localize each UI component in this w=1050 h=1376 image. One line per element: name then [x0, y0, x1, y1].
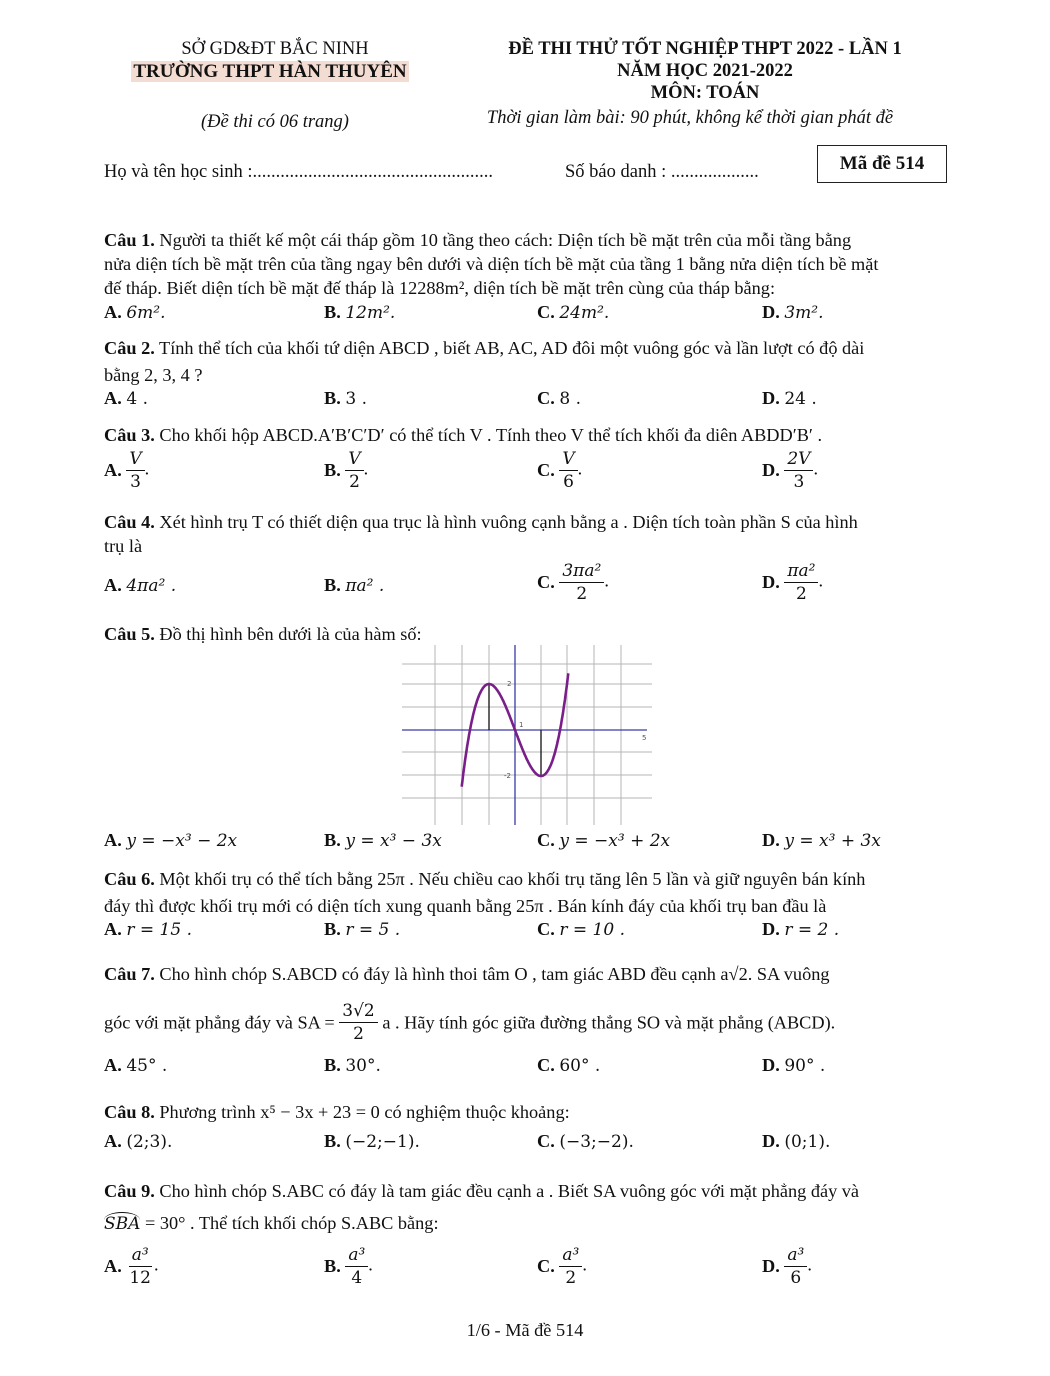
- option-label: B.: [324, 460, 341, 480]
- fraction: [559, 448, 577, 493]
- question-label: Câu 9.: [104, 1181, 155, 1201]
- x-tick-label: 5: [642, 734, 647, 742]
- option-a[interactable]: [104, 302, 166, 323]
- fraction-numerator: a³: [559, 1244, 582, 1267]
- question-label: Câu 2.: [104, 338, 155, 358]
- fraction: [126, 448, 144, 493]
- fraction-denominator: 2: [796, 584, 807, 604]
- option-tail: .: [368, 1254, 373, 1275]
- option-label: A.: [104, 302, 122, 322]
- question-label: Câu 4.: [104, 512, 155, 532]
- option-value: (0;1).: [784, 1132, 831, 1152]
- option-value: 4 .: [126, 389, 148, 409]
- option-c[interactable]: [537, 448, 582, 493]
- question-label: Câu 6.: [104, 869, 155, 889]
- angle-notation: SBA: [104, 1214, 141, 1234]
- question-text-line: Một khối trụ có thể tích bằng 25π . Nếu chiều cao khối trụ tăng lên 5 lần và giữ nguyên bán kính: [159, 869, 866, 889]
- option-tail: .: [818, 570, 824, 591]
- question-text-line: Phương trình x⁵ − 3x + 23 = 0 có nghiệm thuộc khoảng:: [159, 1102, 570, 1122]
- option-label: A.: [104, 919, 122, 939]
- subject: MÔN: TOÁN: [650, 83, 760, 103]
- fraction: [784, 448, 813, 493]
- option-value: 30°.: [345, 1056, 381, 1076]
- option-c[interactable]: [537, 302, 609, 323]
- fraction-denominator: 12: [129, 1268, 151, 1288]
- option-value: 90° .: [784, 1056, 826, 1076]
- question-text-line: Cho hình chóp S.ABC có đáy là tam giác đều cạnh a . Biết SA vuông góc với mặt phẳng đáy và: [159, 1181, 860, 1201]
- question-7: [104, 962, 954, 986]
- option-label: D.: [762, 572, 780, 592]
- option-value: 3m².: [784, 303, 824, 323]
- option-value: r = 5 .: [345, 920, 401, 940]
- fraction-denominator: 6: [790, 1268, 802, 1288]
- option-value: (2;3).: [126, 1132, 173, 1152]
- question-label: Câu 7.: [104, 964, 155, 984]
- option-label: B.: [324, 1256, 341, 1276]
- option-a[interactable]: [104, 830, 237, 851]
- exam-code: Mã đề 514: [839, 153, 925, 174]
- pages-note: (Đề thi có 06 trang): [201, 112, 349, 132]
- option-value: 8 .: [559, 389, 581, 409]
- fraction-denominator: 4: [351, 1268, 363, 1288]
- question-text-line: Cho khối hộp ABCD.A′B′C′D′ có thể tích V . Tính theo V thể tích khối đa diên ABDD′B′ .: [159, 425, 823, 445]
- option-c[interactable]: [537, 1244, 587, 1289]
- option-label: A.: [104, 830, 122, 850]
- fraction-numerator: πa²: [784, 560, 818, 583]
- option-label: A.: [104, 460, 122, 480]
- option-label: D.: [762, 1131, 780, 1151]
- question-text-line: Người ta thiết kế một cái tháp gồm 10 tầng theo cách: Diện tích bề mặt trên của mỗi tầng bằng: [159, 230, 852, 250]
- fraction-denominator: 3: [793, 472, 805, 492]
- option-d[interactable]: [762, 302, 824, 323]
- question-label: Câu 5.: [104, 624, 155, 644]
- fraction-denominator: 2: [353, 1024, 364, 1044]
- option-label: A.: [104, 1256, 122, 1276]
- fraction-numerator: V: [126, 448, 144, 471]
- option-b[interactable]: [324, 830, 442, 851]
- question-text-line: trụ là: [104, 536, 143, 556]
- option-value: r = 10 .: [559, 920, 625, 940]
- option-b[interactable]: [324, 1131, 420, 1152]
- option-b[interactable]: [324, 1055, 381, 1076]
- option-label: C.: [537, 1055, 555, 1075]
- fraction: [345, 1244, 368, 1289]
- question-1: [104, 228, 954, 300]
- question-text-line: nửa diện tích bề mặt trên của tầng ngay bên dưới và diện tích bề mặt của tầng 1 bằng nửa diện tích bề mặt: [104, 254, 879, 274]
- question-6: [104, 866, 954, 920]
- option-c[interactable]: [537, 560, 609, 605]
- option-value: 24 .: [784, 389, 817, 409]
- option-value: 45° .: [126, 1056, 168, 1076]
- fraction: [339, 1000, 377, 1045]
- question-label: Câu 1.: [104, 230, 155, 250]
- option-b[interactable]: [324, 575, 384, 596]
- option-a[interactable]: [104, 575, 176, 596]
- question-8: [104, 1100, 954, 1124]
- question-text-pre: góc với mặt phẳng đáy và SA =: [104, 1012, 335, 1033]
- graph-grid: [402, 645, 652, 825]
- y-tick-label: -2: [504, 772, 511, 780]
- option-label: B.: [324, 302, 341, 322]
- option-label: C.: [537, 830, 555, 850]
- fraction: [559, 1244, 582, 1289]
- question-7-line-2: [104, 1000, 954, 1045]
- option-label: B.: [324, 388, 341, 408]
- option-b[interactable]: [324, 302, 395, 323]
- option-label: B.: [324, 919, 341, 939]
- option-value: 6m².: [126, 303, 166, 323]
- option-value: 24m².: [559, 303, 610, 323]
- question-5: [104, 622, 954, 646]
- fraction-denominator: 2: [576, 584, 588, 604]
- question-text-line: đáy thì được khối trụ mới có diện tích xung quanh bằng 25π . Bán kính đáy của khối trụ ban đầu là: [104, 896, 827, 916]
- fraction: [126, 1244, 154, 1289]
- option-d[interactable]: [762, 560, 823, 605]
- option-label: D.: [762, 830, 780, 850]
- question-label: Câu 3.: [104, 425, 155, 445]
- question-9: [104, 1179, 954, 1203]
- question-text-line: Đồ thị hình bên dưới là của hàm số:: [159, 624, 422, 644]
- option-label: D.: [762, 388, 780, 408]
- option-a[interactable]: [104, 919, 192, 940]
- option-value: y = x³ − 3x: [345, 831, 442, 851]
- question-text-post: = 30° . Thể tích khối chóp S.ABC bằng:: [145, 1213, 439, 1233]
- fraction-numerator: 2V: [784, 448, 813, 471]
- option-tail: .: [577, 458, 583, 479]
- option-value: r = 2 .: [784, 920, 840, 940]
- fraction-numerator: V: [345, 448, 363, 471]
- option-value: 12m².: [345, 303, 396, 323]
- student-name-field: Họ và tên học sinh :....................................................: [104, 162, 493, 182]
- question-text-line: đế tháp. Biết diện tích bề mặt đế tháp là 12288m², diện tích bề mặt trên cùng của tháp bằng:: [104, 278, 776, 298]
- fraction-numerator: 3√2: [339, 1000, 377, 1023]
- option-a[interactable]: [104, 448, 149, 493]
- option-d[interactable]: [762, 830, 881, 851]
- option-label: B.: [324, 1055, 341, 1075]
- option-b[interactable]: [324, 1244, 373, 1289]
- question-text-line: Tính thể tích của khối tứ diện ABCD , biết AB, AC, AD đôi một vuông góc và lần lượt có độ dài: [159, 338, 865, 358]
- question-text-line: Cho hình chóp S.ABCD có đáy là hình thoi tâm O , tam giác ABD đều cạnh a√2. SA vuông: [159, 964, 830, 984]
- option-tail: .: [363, 458, 369, 479]
- option-b[interactable]: [324, 448, 368, 493]
- fraction-numerator: a³: [345, 1244, 368, 1267]
- school-year: NĂM HỌC 2021-2022: [617, 61, 793, 81]
- fraction-numerator: V: [559, 448, 577, 471]
- option-label: B.: [324, 575, 341, 595]
- option-d[interactable]: [762, 1055, 825, 1076]
- department-name: SỞ GD&ĐT BẮC NINH: [181, 39, 369, 59]
- school-name-text: TRƯỜNG THPT HÀN THUYÊN: [133, 61, 407, 82]
- option-value: r = 15 .: [126, 920, 192, 940]
- question-4: [104, 510, 954, 558]
- school-name: [110, 61, 430, 83]
- candidate-number-field: Số báo danh : ...................: [565, 162, 759, 182]
- option-label: A.: [104, 1055, 122, 1075]
- fraction-numerator: 3πa²: [559, 560, 604, 583]
- option-label: D.: [762, 1256, 780, 1276]
- option-a[interactable]: [104, 1244, 159, 1289]
- option-label: C.: [537, 302, 555, 322]
- question-label: Câu 8.: [104, 1102, 155, 1122]
- option-label: C.: [537, 919, 555, 939]
- option-a[interactable]: [104, 388, 148, 409]
- option-tail: .: [813, 458, 819, 479]
- option-a[interactable]: [104, 1055, 167, 1076]
- exam-title: ĐỀ THI THỬ TỐT NGHIỆP THPT 2022 - LẦN 1: [508, 39, 902, 59]
- option-c[interactable]: [537, 919, 625, 940]
- option-label: D.: [762, 1055, 780, 1075]
- option-label: A.: [104, 1131, 122, 1151]
- option-d[interactable]: [762, 919, 839, 940]
- fraction: [784, 1244, 807, 1289]
- option-value: y = −x³ + 2x: [559, 831, 671, 851]
- option-b[interactable]: [324, 388, 367, 409]
- option-d[interactable]: [762, 1244, 812, 1289]
- fraction-denominator: 6: [563, 472, 574, 492]
- option-tail: .: [144, 458, 150, 479]
- question-9-line-2: [104, 1211, 954, 1236]
- option-value: (−3;−2).: [559, 1132, 634, 1152]
- option-label: A.: [104, 575, 122, 595]
- option-label: B.: [324, 830, 341, 850]
- fraction-denominator: 2: [565, 1268, 577, 1288]
- option-label: D.: [762, 919, 780, 939]
- option-value: (−2;−1).: [345, 1132, 420, 1152]
- option-tail: .: [604, 570, 609, 591]
- option-label: C.: [537, 460, 555, 480]
- function-graph: [402, 645, 652, 825]
- y-unit-label: 1: [519, 721, 524, 729]
- option-label: D.: [762, 302, 780, 322]
- question-2: [104, 335, 954, 389]
- option-value: 3 .: [345, 389, 367, 409]
- fraction-numerator: a³: [129, 1244, 152, 1267]
- option-c[interactable]: [537, 1131, 634, 1152]
- page-footer: 1/6 - Mã đề 514: [466, 1320, 584, 1340]
- option-label: C.: [537, 572, 555, 592]
- option-label: A.: [104, 388, 122, 408]
- fraction: [345, 448, 363, 493]
- option-c[interactable]: [537, 830, 670, 851]
- exam-code-box: [817, 145, 947, 183]
- option-c[interactable]: [537, 1055, 600, 1076]
- fraction: [784, 560, 818, 605]
- question-text-line: bằng 2, 3, 4 ?: [104, 365, 203, 385]
- fraction-denominator: 3: [130, 472, 141, 492]
- question-3: [104, 423, 954, 447]
- option-tail: .: [154, 1254, 159, 1275]
- option-label: B.: [324, 1131, 341, 1151]
- option-value: y = −x³ − 2x: [126, 831, 238, 851]
- option-label: C.: [537, 388, 555, 408]
- option-c[interactable]: [537, 388, 581, 409]
- option-a[interactable]: [104, 1131, 172, 1152]
- option-value: y = x³ + 3x: [784, 831, 881, 851]
- option-b[interactable]: [324, 919, 400, 940]
- option-value: πa² .: [345, 576, 385, 596]
- option-d[interactable]: [762, 388, 817, 409]
- fraction-denominator: 2: [349, 472, 360, 492]
- option-d[interactable]: [762, 1131, 830, 1152]
- question-text-post: a . Hãy tính góc giữa đường thẳng SO và mặt phẳng (ABCD).: [382, 1012, 836, 1033]
- option-d[interactable]: [762, 448, 818, 493]
- option-value: 60° .: [559, 1056, 601, 1076]
- option-tail: .: [582, 1254, 587, 1275]
- time-note: Thời gian làm bài: 90 phút, không kể thời gian phát đề: [486, 108, 894, 128]
- option-tail: .: [807, 1254, 812, 1275]
- option-value: 4πa² .: [126, 576, 177, 596]
- question-text-line: Xét hình trụ T có thiết diện qua trục là hình vuông cạnh bằng a . Diện tích toàn phần S của hình: [159, 512, 858, 532]
- option-label: C.: [537, 1131, 555, 1151]
- y-tick-label: 2: [507, 680, 512, 688]
- option-label: C.: [537, 1256, 555, 1276]
- fraction-numerator: a³: [784, 1244, 807, 1267]
- fraction: [559, 560, 604, 605]
- option-label: D.: [762, 460, 780, 480]
